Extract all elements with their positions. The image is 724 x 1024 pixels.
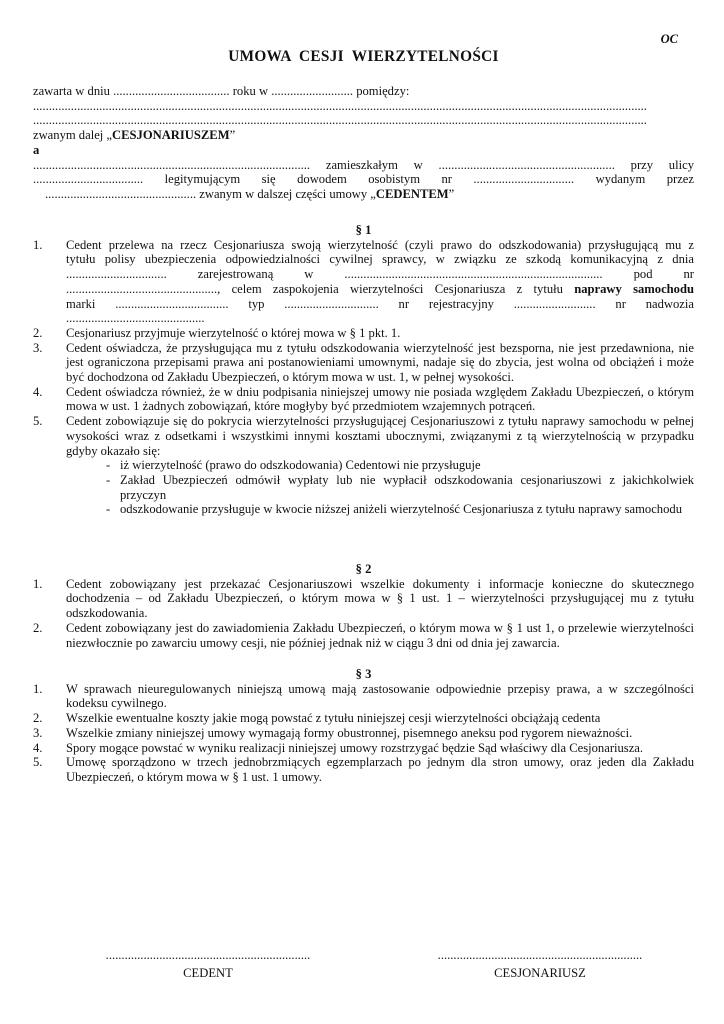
- clause-text: Cedent oświadcza również, że w dniu podpisania niniejszej umowy nie posiada względem Zakładu Ubezpieczeń, o którym mowa w ust. 1 żadnych zobowiązań, które mogłyby być przedmiotem wzajemnych potrąceń.: [66, 384, 694, 414]
- cedent-address-line: ........................................................................................ zamieszkałym w ........................................................ przy ulicy: [33, 157, 694, 172]
- page-title: UMOWA CESJI WIERZYTELNOŚCI: [228, 48, 499, 65]
- condition-text: odszkodowanie przysługuje w kwocie niższej aniżeli wierzytelność Cesjonariusza z tytułu naprawy samochodu: [120, 502, 682, 517]
- condition-item: [86, 473, 694, 502]
- clause-number: 1.: [33, 237, 43, 252]
- section-2: [33, 562, 694, 650]
- clause-text: Wszelkie ewentualne koszty jakie mogą powstać z tytułu niniejszej cesji wierzytelności obciążają cedenta: [66, 711, 601, 726]
- clause-text: Cedent zobowiązuje się do pokrycia wierzytelności przysługującej Cesjonariuszowi z tytułu naprawy samochodu w pełnej wysokości wraz z odsetkami i wszystkimi innymi kosztami ubocznymi, związanymi z tą wierzytelnością w przypadku gdyby okazało się:: [66, 414, 694, 458]
- clause: [33, 341, 694, 385]
- cessionary-signature: [431, 948, 649, 980]
- clause-text-line: ................................................, celem zaspokojenia wierzytelności Cesjonariusza z tytułu naprawy samochodu: [66, 281, 694, 296]
- clause-text-line: marki .................................... typ .............................. nr rejestracyjny .......................... nr nadwozia: [66, 296, 694, 311]
- dash-marker: -: [106, 502, 111, 517]
- clause: [33, 726, 694, 741]
- dash-marker: -: [106, 458, 111, 473]
- section-mark: § 1: [355, 223, 372, 237]
- clause-text: Wszelkie zmiany niniejszej umowy wymagają formy obustronnej, pisemnego aneksu pod rygorem nieważności.: [66, 725, 633, 740]
- signature-label: CEDENT: [183, 965, 233, 980]
- contract-page: [33, 0, 694, 1024]
- clause-number: 3.: [33, 340, 43, 355]
- intro-date-line: zawarta w dniu ..................................... roku w .......................... pomiędzy:: [33, 84, 410, 98]
- clause-text-line: ................................ zarejestrowaną w .................................................................................. pod nr: [66, 267, 694, 282]
- clause-text: Spory mogące powstać w wyniku realizacji niniejszej umowy rozstrzygać będzie Sąd właściwy dla Cesjonariusza.: [66, 740, 644, 755]
- parties-block: [33, 84, 694, 202]
- condition-text: Zakład Ubezpieczeń odmówił wypłaty lub nie wypłacił odszkodowania cesjonariuszowi z jakichkolwiek przyczyn: [120, 472, 694, 502]
- clause: [33, 755, 694, 784]
- cedent-signature: [99, 948, 317, 980]
- condition-item: [86, 458, 694, 473]
- clause-text: Cedent oświadcza, że przysługująca mu z tytułu odszkodowania wierzytelność jest bezsporna, nie jest przedawniona, nie jest ograniczona przepisami prawa ani postanowieniami umownymi, nadaje się do zbycia, jest wolna od obciążeń i może być dochodzona od Zakładu Ubezpieczeń, o którym mowa w ust. 1, w pełnej wysokości.: [66, 340, 694, 385]
- intro-party-line: ...................................................................................................................................................................................................: [33, 113, 647, 128]
- clause-number: 1.: [33, 681, 43, 696]
- clause: [33, 238, 694, 326]
- clause: [33, 326, 694, 341]
- clause-number: 5.: [33, 755, 43, 770]
- cessionary-definition: zwanym dalej „CESJONARIUSZEM”: [33, 128, 236, 143]
- clause-number: 4.: [33, 384, 43, 399]
- dash-marker: -: [106, 472, 111, 487]
- condition-item: [86, 502, 694, 517]
- clause-text: Cedent zobowiązany jest do zawiadomienia Zakładu Ubezpieczeń, o którym mowa w § 1 ust 1, o przelewie wierzytelności niezwłocznie po zawarciu umowy cesji, nie później jednak niż w ciągu 3 dni od dnia jej zawarcia.: [66, 620, 694, 650]
- cedent-definition: ................................................ zwanym w dalszej części umowy „CEDENTEM”: [45, 186, 455, 201]
- clause-number: 5.: [33, 414, 43, 429]
- clause-number: 2.: [33, 325, 43, 340]
- clause-number: 1.: [33, 576, 43, 591]
- clause: [33, 385, 694, 414]
- clause: [33, 741, 694, 756]
- condition-text: iż wierzytelność (prawo do odszkodowania) Cedentowi nie przysługuje: [120, 458, 481, 473]
- clause: [33, 621, 694, 650]
- signature-line: .................................................................: [105, 948, 311, 962]
- clause-list: [33, 682, 694, 785]
- clause-number: 2.: [33, 711, 43, 726]
- section-1: [33, 223, 694, 517]
- conjunction: a: [33, 142, 40, 157]
- clause: [33, 682, 694, 711]
- cedent-id-line: ................................... legitymującym się dowodem osobistym nr ................................ wydanym przez: [33, 172, 694, 187]
- clause-number: 4.: [33, 740, 43, 755]
- clause-text: Umowę sporządzono w trzech jednobrzmiących egzemplarzach po jednym dla stron umowy, oraz jeden dla Zakładu Ubezpieczeń, o którym mowa w § 1 ust. 1 umowy.: [66, 755, 694, 784]
- clause-text: Cesjonariusz przyjmuje wierzytelność o której mowa w § 1 pkt. 1.: [66, 325, 401, 340]
- clause-text-line: ............................................: [66, 311, 205, 326]
- section-mark: § 3: [355, 667, 372, 681]
- clause: [33, 577, 694, 621]
- signature-label: CESJONARIUSZ: [494, 965, 586, 980]
- signature-line: .................................................................: [437, 948, 643, 962]
- clause-text-line: tytułu polisy ubezpieczenia odpowiedzialności cywilnej sprawcy, w związku ze szkodą komunikacyjną z dnia: [66, 252, 694, 267]
- section-3: [33, 667, 694, 785]
- clause-number: 2.: [33, 620, 43, 635]
- condition-list: [66, 458, 694, 517]
- document-code: OC: [660, 32, 678, 46]
- clause: [33, 711, 694, 726]
- clause-text-line: Cedent przelewa na rzecz Cesjonariusza swoją wierzytelność (czyli prawo do odszkodowania) przysługującą mu z: [66, 237, 694, 252]
- clause-number: 3.: [33, 725, 43, 740]
- clause-text: W sprawach nieuregulowanych niniejszą umową mają zastosowanie odpowiednie przepisy prawa, a w szczególności kodeksu cywilnego.: [66, 681, 694, 711]
- intro-party-line: ...................................................................................................................................................................................................: [33, 98, 647, 113]
- clause: [33, 414, 694, 517]
- clause-text: Cedent zobowiązany jest przekazać Cesjonariuszowi wszelkie dokumenty i informacje konieczne do skutecznego dochodzenia – od Zakładu Ubezpieczeń, o którym mowa w § 1 ust. 1 – wierzytelności przysługującej mu z tytułu odszkodowania.: [66, 576, 694, 621]
- clause-list: [33, 577, 694, 651]
- clause-list: [33, 238, 694, 517]
- section-mark: § 2: [355, 562, 372, 576]
